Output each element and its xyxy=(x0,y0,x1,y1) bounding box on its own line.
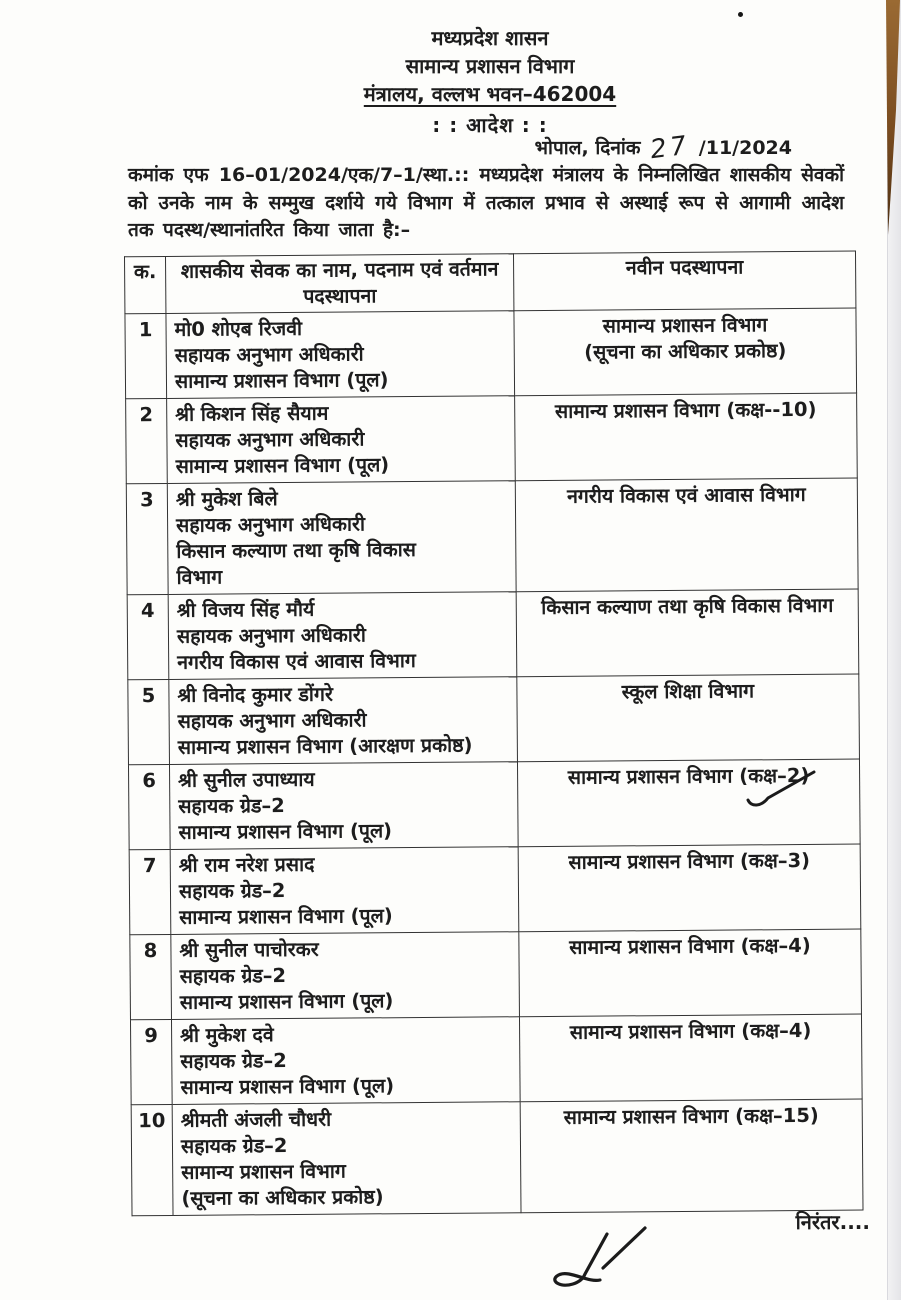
address-line: मंत्रालय, वल्लभ भवन–462004 xyxy=(363,82,617,106)
order-label: : : आदेश : : xyxy=(432,113,548,137)
dept-title: सामान्य प्रशासन विभाग xyxy=(405,54,575,78)
table-row xyxy=(128,674,860,765)
serial-number: 8 xyxy=(130,934,172,1019)
table-row xyxy=(130,929,862,1020)
govt-title: मध्यप्रदेश शासन xyxy=(431,26,549,50)
table-row xyxy=(126,478,858,595)
table-row xyxy=(129,844,861,935)
handwritten-checkmark xyxy=(742,766,822,816)
table-body xyxy=(125,308,863,1216)
letterhead xyxy=(120,24,860,139)
new-posting-cell: सामान्य प्रशासन विभाग (कक्ष–2) xyxy=(517,759,860,847)
posting-table-wrap xyxy=(124,251,863,1217)
table-row xyxy=(126,393,858,484)
printed-date: /11/2024 xyxy=(698,137,792,159)
current-posting-cell: श्री मुकेश दवे सहायक ग्रेड–2 सामान्य प्रशासन विभाग (पूल) xyxy=(171,1017,520,1105)
current-posting-cell: मो0 शोएब रिजवी सहायक अनुभाग अधिकारी सामान्य प्रशासन विभाग (पूल) xyxy=(166,311,515,399)
current-posting-cell: श्री विनोद कुमार डोंगरे सहायक अनुभाग अधिकारी सामान्य प्रशासन विभाग (आरक्षण प्रकोष्ठ) xyxy=(169,677,518,765)
table-row xyxy=(131,1099,863,1216)
new-posting-cell: नगरीय विकास एवं आवास विभाग xyxy=(515,478,858,592)
new-posting-cell: सामान्य प्रशासन विभाग (कक्ष–4) xyxy=(519,1014,862,1102)
scan-dot-artifact xyxy=(738,12,743,17)
handwritten-date: 27 xyxy=(649,130,690,166)
serial-number: 2 xyxy=(126,398,168,483)
new-posting-cell: सामान्य प्रशासन विभाग (कक्ष–15) xyxy=(520,1099,863,1213)
handwritten-signature xyxy=(545,1222,660,1300)
serial-number: 7 xyxy=(129,849,171,934)
col-serial-header: क. xyxy=(124,256,165,313)
pen-edge-artifact xyxy=(883,0,901,240)
table-header-row xyxy=(124,251,855,314)
current-posting-cell: श्री विजय सिंह मौर्य सहायक अनुभाग अधिकारी नगरीय विकास एवं आवास विभाग xyxy=(168,592,517,680)
new-posting-cell: सामान्य प्रशासन विभाग (कक्ष–4) xyxy=(519,929,862,1017)
new-posting-cell: सामान्य प्रशासन विभाग (कक्ष–3) xyxy=(518,844,861,932)
new-posting-cell: किसान कल्याण तथा कृषि विकास विभाग xyxy=(516,589,859,677)
new-posting-cell: सामान्य प्रशासन विभाग (कक्ष--10) xyxy=(515,393,858,481)
serial-number: 3 xyxy=(126,483,168,594)
col-current-header: शासकीय सेवक का नाम, पदनाम एवं वर्तमान पदस्थापना xyxy=(165,254,513,314)
continued-label: निरंतर.... xyxy=(795,1210,870,1234)
place-date-prefix: भोपाल, दिनांक xyxy=(534,137,641,159)
table-row xyxy=(130,1014,862,1105)
col-new-header: नवीन पदस्थापना xyxy=(513,251,855,311)
current-posting-cell: श्री सुनील पाचोरकर सहायक ग्रेड–2 सामान्य प्रशासन विभाग (पूल) xyxy=(171,932,520,1020)
order-intro-paragraph: कमांक एफ 16–01/2024/एक/7–1/स्था.:: मध्यप्रदेश मंत्रालय के निम्नलिखित शासकीय सेवकों को उनके नाम के सम्मुख दर्शाये गये विभाग में तत्काल प्रभाव से अस्थाई रूप से आगामी आदेश तक पदस्थ/स्थानांतरित किया जाता है:– xyxy=(128,164,844,241)
serial-number: 5 xyxy=(128,679,170,764)
new-posting-cell: सामान्य प्रशासन विभाग (सूचना का अधिकार प्रकोष्ठ) xyxy=(514,308,857,396)
serial-number: 1 xyxy=(125,313,167,398)
current-posting-cell: श्री मुकेश बिले सहायक अनुभाग अधिकारी किसान कल्याण तथा कृषि विकास विभाग xyxy=(167,481,516,595)
serial-number: 4 xyxy=(127,594,169,679)
place-date-line xyxy=(0,130,792,166)
posting-table xyxy=(124,251,864,1217)
table-row xyxy=(125,308,857,399)
current-posting-cell: श्रीमती अंजली चौधरी सहायक ग्रेड–2 सामान्य प्रशासन विभाग (सूचना का अधिकार प्रकोष्ठ) xyxy=(172,1102,521,1216)
current-posting-cell: श्री राम नरेश प्रसाद सहायक ग्रेड–2 सामान्य प्रशासन विभाग (पूल) xyxy=(170,847,519,935)
table-row xyxy=(127,589,859,680)
current-posting-cell: श्री किशन सिंह सैयाम सहायक अनुभाग अधिकारी सामान्य प्रशासन विभाग (पूल) xyxy=(167,396,516,484)
current-posting-cell: श्री सुनील उपाध्याय सहायक ग्रेड–2 सामान्य प्रशासन विभाग (पूल) xyxy=(169,762,518,850)
serial-number: 10 xyxy=(131,1104,173,1215)
serial-number: 6 xyxy=(128,764,170,849)
new-posting-cell: स्कूल शिक्षा विभाग xyxy=(517,674,860,762)
serial-number: 9 xyxy=(130,1019,172,1104)
